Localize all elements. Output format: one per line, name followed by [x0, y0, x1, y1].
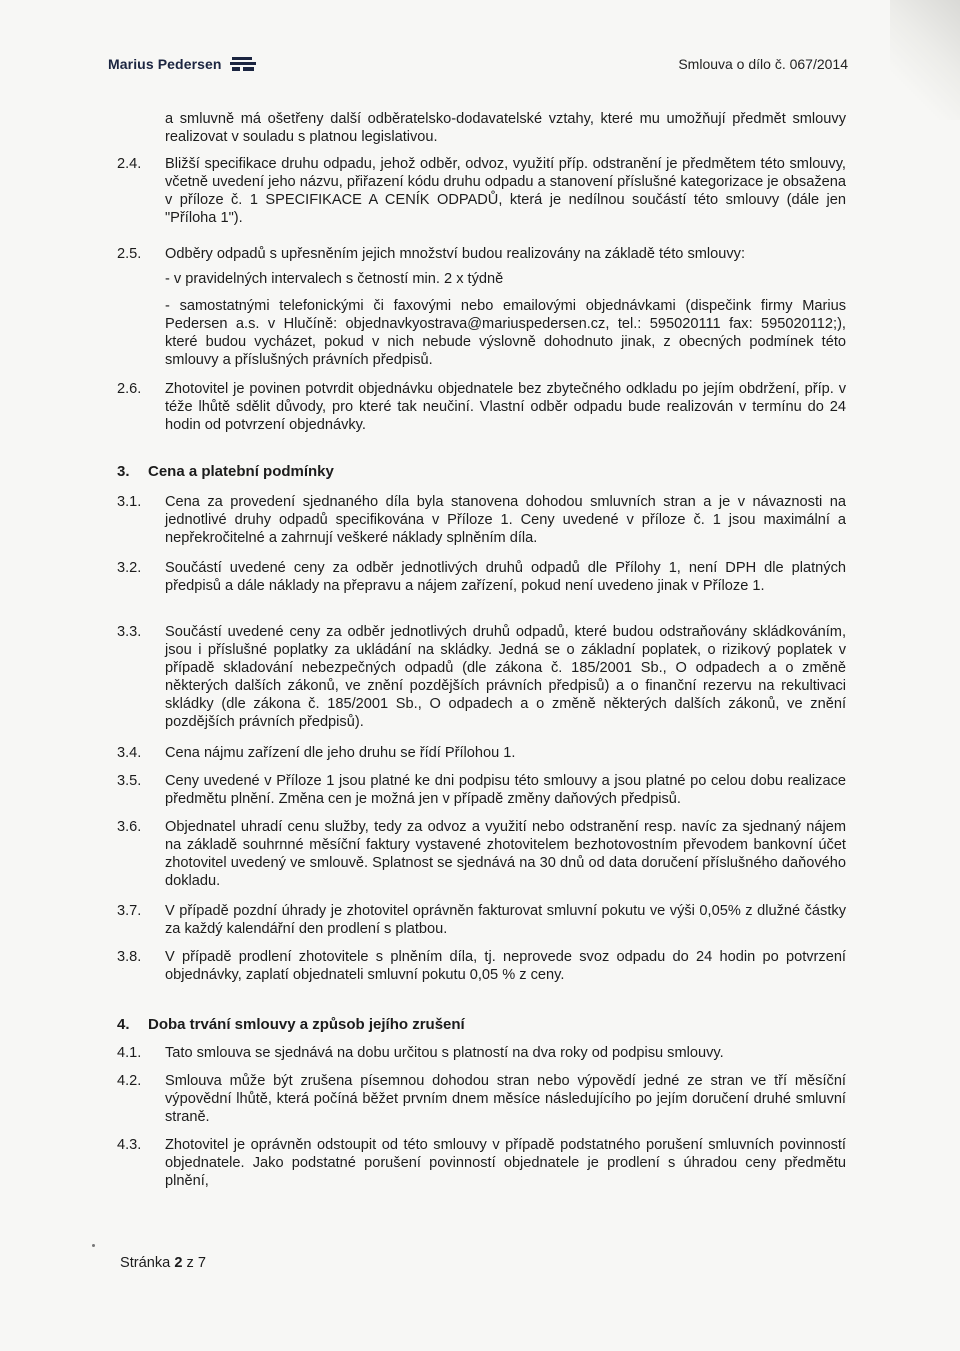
paragraph-number: 3.1.	[117, 494, 142, 510]
page-header	[108, 52, 848, 76]
logo-text: Marius Pedersen	[108, 56, 222, 72]
page-footer	[120, 1255, 206, 1271]
paragraph-text: Tato smlouva se sjednává na dobu určitou s platností na dva roky od podpisu smlouvy.	[165, 1045, 724, 1061]
paragraph-text: Zhotovitel je oprávněn odstoupit od této smlouvy v případě podstatného porušení smluvních povinností objednatele. Jako podstatné porušení povinností objednatele je prodlení s úhradou ceny předmětu plnění,	[165, 1137, 846, 1189]
scan-shadow	[890, 0, 960, 120]
paragraph-number: 3.4.	[117, 745, 142, 761]
contract-reference: Smlouva o dílo č. 067/2014	[678, 56, 848, 72]
logo-mark-icon	[230, 56, 256, 72]
scan-artifact-dot	[92, 1244, 95, 1247]
list-item: - samostatnými telefonickými či faxovými nebo emailovými objednávkami (dispečink firmy Marius Pedersen a.s. v Hlučíně: objednavkyostrava@mariuspedersen.cz, tel.: 595020111 fax: 595020112;), které budou vycházet, pokud v nich nebude výslovně dohodnuto jinak, z obecných podmínek této smlouvy a příslušných právních předpisů.	[165, 298, 846, 368]
paragraph-text: Cena za provedení sjednaného díla byla stanovena dohodou smluvních stran a je v návaznosti na jednotlivé druhy odpadů specifikována v Příloze 1. Ceny uvedené v příloze č. 1 jsou maximální a nepřekročitelné a zahrnují veškeré náklady splněním díla.	[165, 494, 846, 546]
paragraph-text: Součástí uvedené ceny za odběr jednotlivých druhů odpadů dle Přílohy 1, není DPH dle platných předpisů a dále náklady na přepravu a nájem zařízení, pokud není uvedeno jinak v Příloze 1.	[165, 560, 846, 594]
paragraph-number: 4.2.	[117, 1073, 142, 1089]
section-title: Doba trvání smlouvy a způsob jejího zrušení	[148, 1016, 465, 1033]
paragraph-number: 2.4.	[117, 156, 142, 172]
company-logo	[108, 56, 256, 72]
page-current: 2	[174, 1255, 183, 1271]
section-4-heading	[117, 1016, 465, 1034]
section-number: 3.	[117, 463, 130, 480]
paragraph-number: 3.7.	[117, 903, 142, 919]
paragraph-number: 3.5.	[117, 773, 142, 789]
section-3-heading	[117, 463, 334, 481]
paragraph-text: Bližší specifikace druhu odpadu, jehož odběr, odvoz, využití příp. odstranění je předmětem této smlouvy, včetně uvedení jeho názvu, přiřazení kódu druhu odpadu a stanovení příslušné kategorizace je obsažena v příloze č. 1 SPECIFIKACE A CENÍK ODPADŮ, která je nedílnou součástí této smlouvy (dále jen "Příloha 1").	[165, 156, 846, 226]
paragraph-number: 3.8.	[117, 949, 142, 965]
paragraph-text: V případě prodlení zhotovitele s plněním díla, tj. neprovede svoz odpadu do 24 hodin po potvrzení objednávky, zaplatí objednateli smluvní pokutu 0,05 % z ceny.	[165, 949, 846, 983]
section-number: 4.	[117, 1016, 130, 1033]
page-total: 7	[197, 1255, 207, 1271]
paragraph-number: 2.5.	[117, 246, 142, 262]
paragraph-text: Součástí uvedené ceny za odběr jednotlivých druhů odpadů, které budou odstraňovány skládkováním, jsou i příslušné poplatky za ukládání na skládky. Jedná se o základní poplatek, o rizikový poplatek v případě skladování nebezpečných odpadů (dle zákona č. 185/2001 Sb., O odpadech a o změně některých dalších zákonů, ve znění pozdějších právních předpisů) a o finanční rezervu na rekultivaci skládky (dle zákona č. 185/2001 Sb., O odpadech a o změně některých dalších zákonů, ve znění pozdějších právních předpisů).	[165, 624, 846, 730]
paragraph-text: Cena nájmu zařízení dle jeho druhu se řídí Přílohou 1.	[165, 745, 516, 761]
paragraph-text: Ceny uvedené v Příloze 1 jsou platné ke dni podpisu této smlouvy a jsou platné po celou dobu realizace předmětu plnění. Změna cen je možná jen v případě změny daňových předpisů.	[165, 773, 846, 807]
paragraph-number: 4.1.	[117, 1045, 142, 1061]
page-separator: z	[182, 1255, 198, 1271]
paragraph-text: Objednatel uhradí cenu služby, tedy za odvoz a využití nebo odstranění resp. navíc za sjednaný nájem na základě souhrnné měsíční faktury vystavené zhotovitelem bezhotovostním převodem bankovní účet zhotovitel uvedený ve smlouvě. Splatnost se sjednává na 30 dnů od data doručení příslušného daňového dokladu.	[165, 819, 846, 889]
paragraph-text: V případě pozdní úhrady je zhotovitel oprávněn fakturovat smluvní pokutu ve výši 0,05% z dlužné částky za každý kalendářní den prodlení s platbou.	[165, 903, 846, 937]
paragraph-number: 3.2.	[117, 560, 142, 576]
list-item: - v pravidelných intervalech s četností min. 2 x týdně	[165, 271, 504, 287]
section-title: Cena a platební podmínky	[148, 463, 334, 480]
page-label: Stránka	[120, 1255, 175, 1271]
paragraph-number: 3.3.	[117, 624, 142, 640]
paragraph-text: Smlouva může být zrušena písemnou dohodou stran nebo výpovědí jedné ze stran ve tří měsíční výpovědní lhůtě, která počíná běžet prvním dnem měsíce následujícího po jejím doručení druhé smluvní straně.	[165, 1073, 846, 1125]
paragraph-text: Zhotovitel je povinen potvrdit objednávku objednatele bez zbytečného odkladu po jejím obdržení, příp. v téže lhůtě sdělit důvody, pro které tak neučiní. Vlastní odběr odpadu bude realizován v termínu do 24 hodin od potvrzení objednávky.	[165, 381, 846, 433]
paragraph-number: 4.3.	[117, 1137, 142, 1153]
paragraph-text: Odběry odpadů s upřesněním jejich množství budou realizovány na základě této smlouvy:	[165, 246, 746, 262]
paragraph-number: 3.6.	[117, 819, 142, 835]
paragraph-number: 2.6.	[117, 381, 142, 397]
paragraph-text: a smluvně má ošetřeny další odběratelsko-dodavatelské vztahy, které mu umožňují předmět smlouvy realizovat v souladu s platnou legislativou.	[165, 111, 846, 145]
